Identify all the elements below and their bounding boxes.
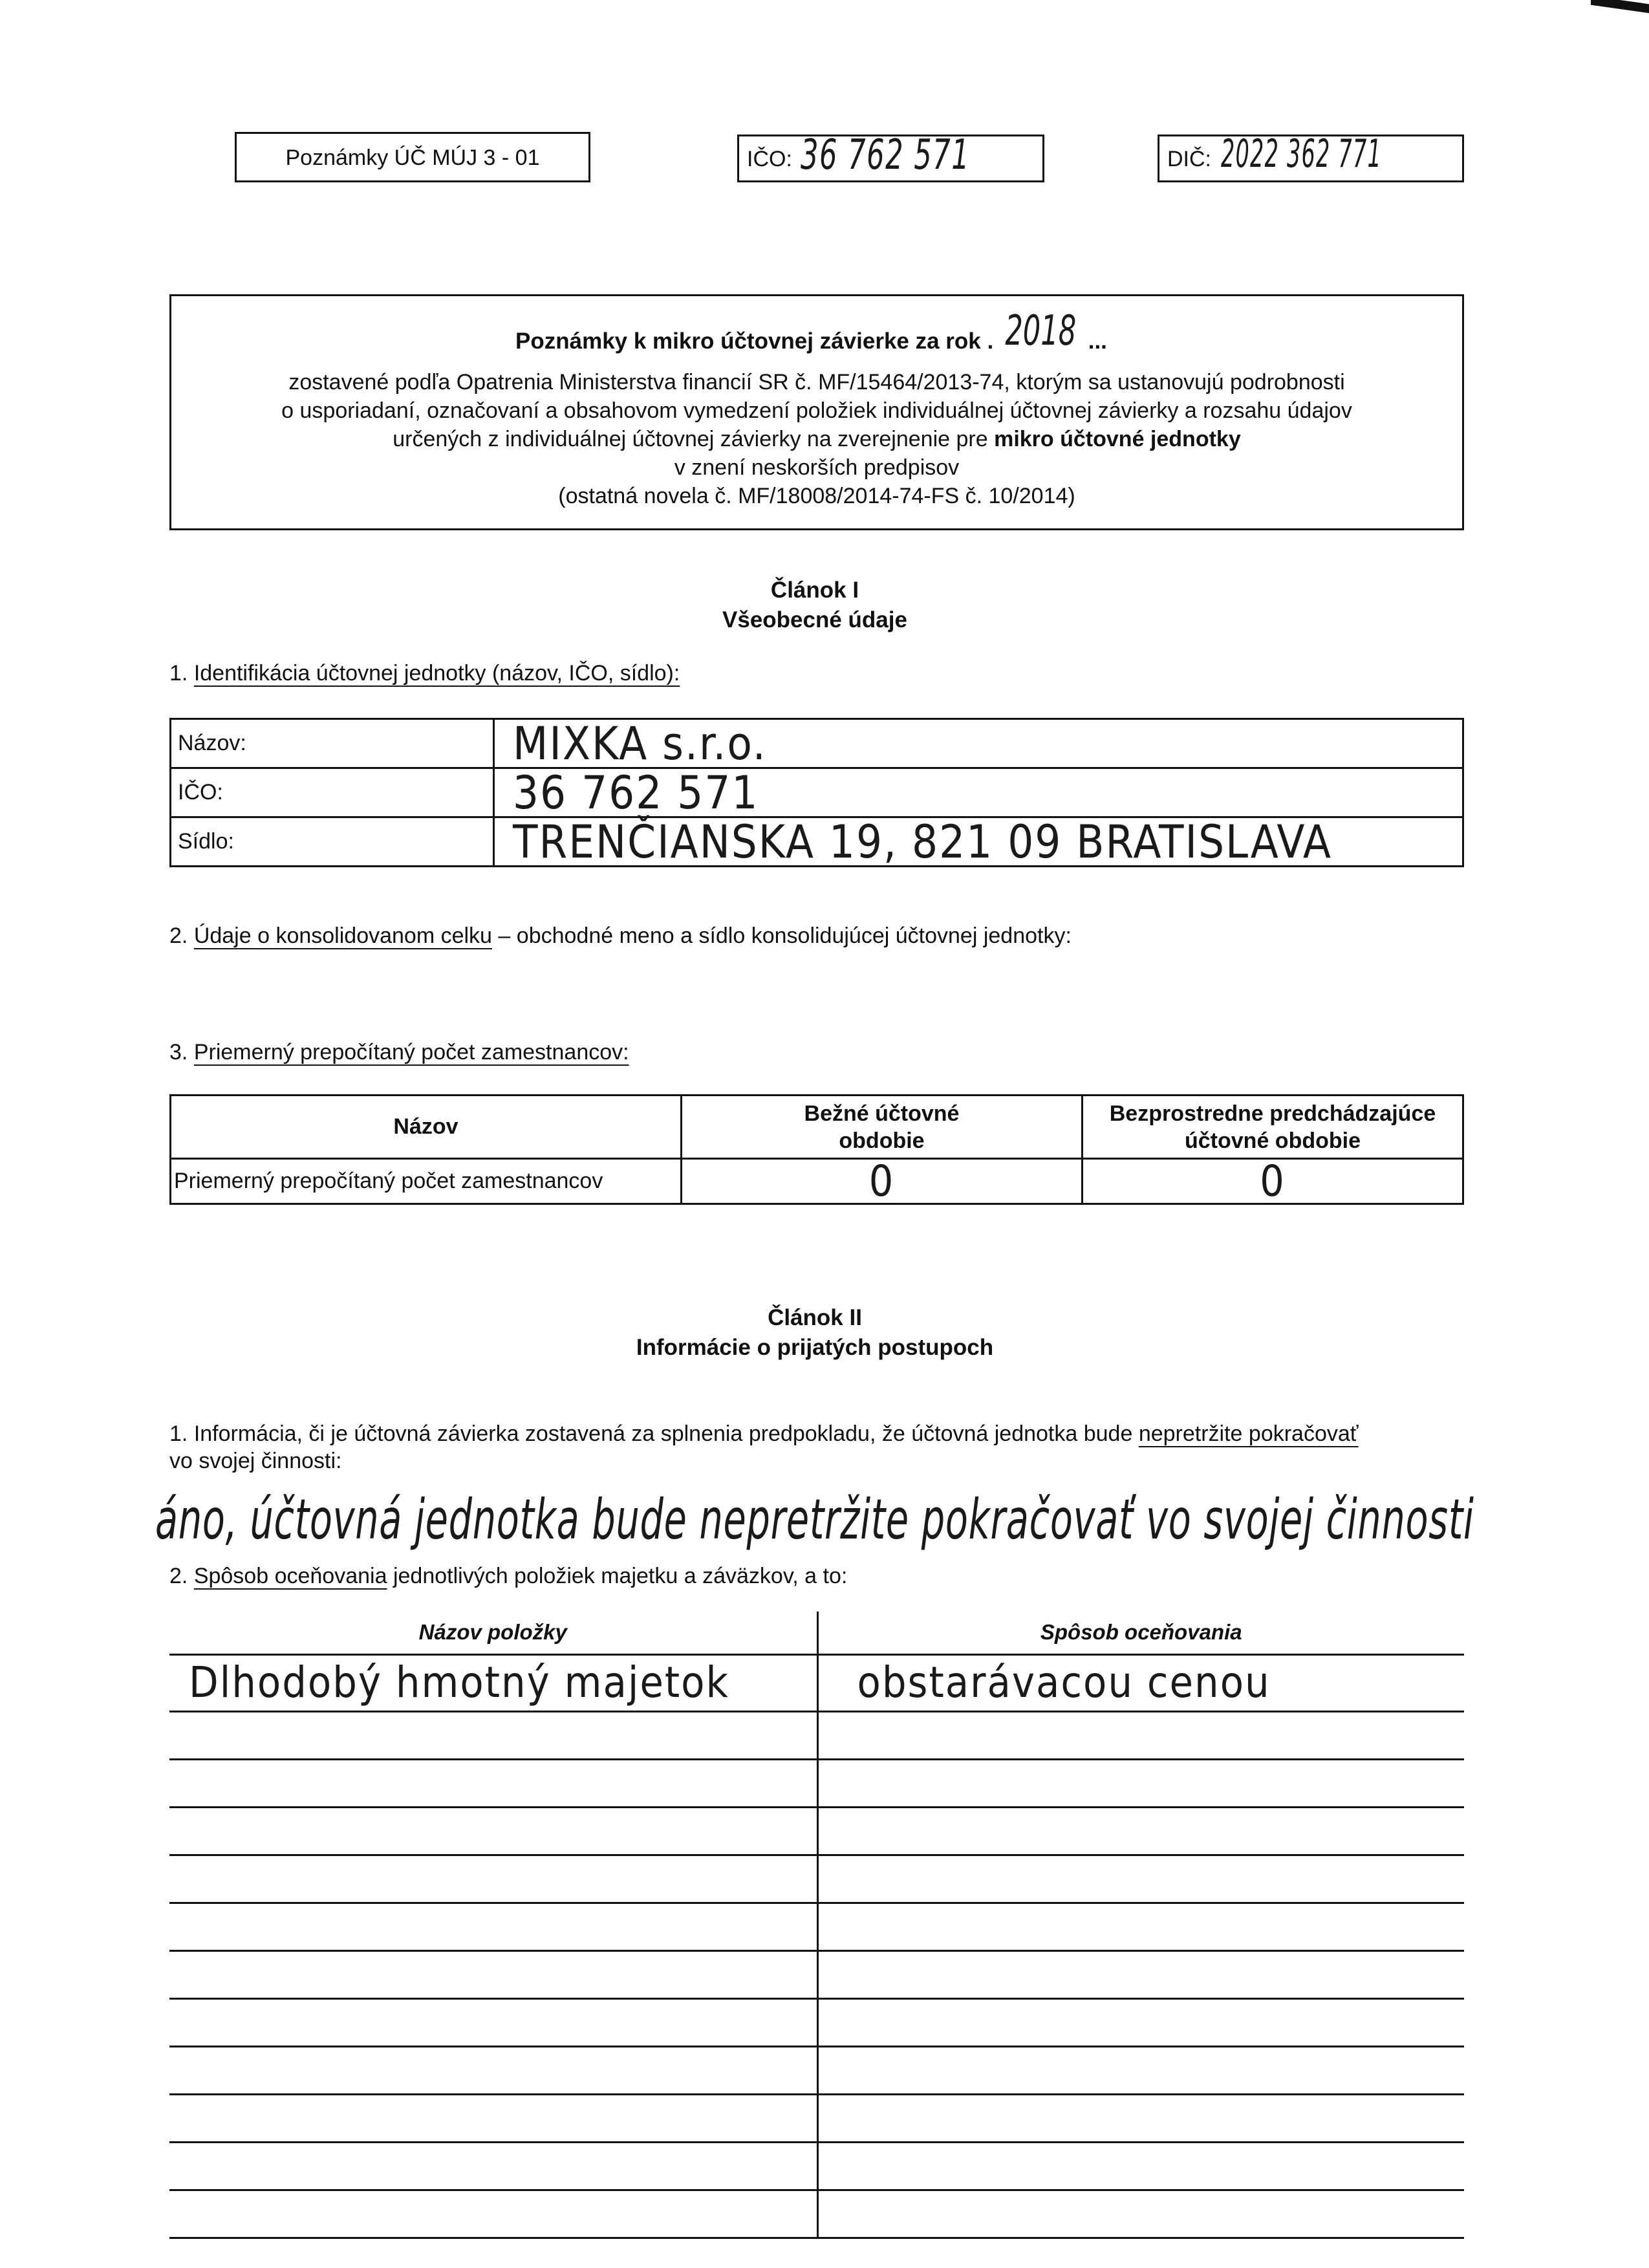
form-label-box [235,132,590,182]
article-2-item-2: 2. Spôsob oceňovania jednotlivých položiek majetku a záväzkov, a to: [169,1564,848,1588]
identification-row-value: TRENČIANSKA 19, 821 09 BRATISLAVA [494,817,1463,867]
consolidated-unit-label: Údaje o konsolidovanom celku [193,923,492,948]
employees-label: Priemerný prepočítaný počet zamestnancov: [193,1040,629,1064]
description-line-1: zostavené podľa Opatrenia Ministerstva financií SR č. MF/15464/2013-74, ktorým sa ustanovujú podrobnosti [288,370,1345,394]
employees-current-value: 0 [682,1159,1083,1204]
going-concern-answer: áno, účtovná jednotka bude nepretržite pokračovať vo svojej činnosti [155,1487,1474,1552]
valuation-row [169,1903,1464,1950]
valuation-row [169,1998,1464,2046]
valuation-row [169,2142,1464,2190]
title-prefix: Poznámky k mikro účtovnej závierke za rok . [515,329,994,354]
valuation-row-item [169,1903,817,1950]
dic-handwritten: 2022 362 771 [1221,131,1383,177]
identification-row-label: Sídlo: [171,817,494,867]
article-2-item-1-line-2: vo svojej činnosti: [169,1449,342,1473]
valuation-row-item [169,2142,817,2190]
valuation-row-method [817,2046,1464,2094]
valuation-row-item [169,1998,817,2046]
valuation-row-item [169,1759,817,1807]
identification-label: Identifikácia účtovnej jednotky (názov, IČO, sídlo): [193,661,680,686]
article-1-item-2: 2. Údaje o konsolidovanom celku – obchodné meno a sídlo konsolidujúcej účtovnej jednotky: [169,923,1072,948]
valuation-row-item [169,2046,817,2094]
article-1-heading: Článok I Všeobecné údaje [0,576,1630,635]
valuation-row-item [169,1950,817,1998]
valuation-row-item [169,2190,817,2238]
article-2-item-1: 1. Informácia, či je účtovná závierka zostavená za splnenia predpokladu, že účtovná jednotka bude nepretržite pokračovať vo svojej činnosti: [169,1420,1469,1474]
identification-row-value: 36 762 571 [494,768,1463,817]
valuation-row-method [817,1903,1464,1950]
valuation-row [169,1855,1464,1903]
dic-box [1158,131,1464,182]
valuation-row [169,1807,1464,1855]
employees-col-current: Bežné účtovné obdobie [682,1096,1083,1159]
ico-label: IČO: [747,147,792,171]
title-suffix: ... [1088,329,1107,354]
valuation-row [169,1950,1464,1998]
article-1-item-3: 3. Priemerný prepočítaný počet zamestnancov: [169,1040,629,1064]
article-2-subheading: Informácie o prijatých postupoch [636,1335,994,1360]
valuation-row [169,1711,1464,1759]
identification-row-label: IČO: [171,768,494,817]
employees-table [169,1094,1464,1205]
valuation-row-method [817,1807,1464,1855]
ico-box [737,131,1044,182]
identification-row-label: Názov: [171,719,494,768]
micro-entity-bold: mikro účtovné jednotky [994,427,1241,451]
valuation-row [169,2046,1464,2094]
employees-col-name: Názov [171,1096,682,1159]
valuation-row [169,2094,1464,2142]
year-handwritten: 2018 [1005,307,1077,355]
valuation-row-method [817,2142,1464,2190]
description-line-2: o usporiadaní, označovaní a obsahovom vymedzení položiek individuálnej účtovnej závierky a rozsahu údajov [281,398,1352,423]
valuation-col-method: Spôsob oceňovania [817,1612,1464,1654]
ico-handwritten: 36 762 571 [801,131,971,179]
title-description [171,368,1462,510]
going-concern-label: nepretržite pokračovať [1138,1421,1359,1446]
article-2-heading: Článok II Informácie o prijatých postupoch [0,1303,1630,1363]
valuation-row-method [817,1711,1464,1759]
identification-row [171,719,1463,768]
valuation-row-method [817,1855,1464,1903]
valuation-row-method [817,1998,1464,2046]
dic-label: DIČ: [1167,147,1211,171]
valuation-row-item [169,1711,817,1759]
employees-previous-value: 0 [1083,1159,1463,1204]
valuation-method-label: Spôsob oceňovania [193,1564,387,1588]
identification-table [169,718,1464,867]
valuation-row-item [169,1807,817,1855]
employees-row-label: Priemerný prepočítaný počet zamestnancov [171,1159,682,1204]
valuation-row-item [169,1855,817,1903]
employees-col-previous: Bezprostredne predchádzajúce účtovné obdobie [1083,1096,1463,1159]
valuation-col-item: Názov položky [169,1612,817,1654]
document-title [515,307,1107,359]
valuation-row [169,1654,1464,1711]
identification-row [171,817,1463,867]
title-box [169,294,1464,530]
description-line-5: (ostatná novela č. MF/18008/2014-74-FS č. 10/2014) [558,484,1075,508]
article-1-subheading: Všeobecné údaje [722,607,907,632]
valuation-row-item: Dlhodobý hmotný majetok [169,1654,817,1711]
valuation-row-method [817,1950,1464,1998]
identification-row-value: MIXKA s.r.o. [494,719,1463,768]
form-label: Poznámky ÚČ MÚJ 3 - 01 [285,146,540,170]
valuation-row-method [817,2094,1464,2142]
article-1-item-1: 1. Identifikácia účtovnej jednotky (názov, IČO, sídlo): [169,661,680,686]
valuation-row-method: obstarávacou cenou [817,1654,1464,1711]
description-line-4: v znení neskorších predpisov [674,455,960,480]
valuation-row [169,1759,1464,1807]
identification-row [171,768,1463,817]
valuation-row-item [169,2094,817,2142]
valuation-table [169,1612,1464,2239]
description-line-3: určených z individuálnej účtovnej závierky na zverejnenie pre mikro účtovné jednotky [393,427,1241,451]
corner-mark [1591,0,1649,13]
valuation-row-method [817,2190,1464,2238]
valuation-row [169,2190,1464,2238]
valuation-row-method [817,1759,1464,1807]
